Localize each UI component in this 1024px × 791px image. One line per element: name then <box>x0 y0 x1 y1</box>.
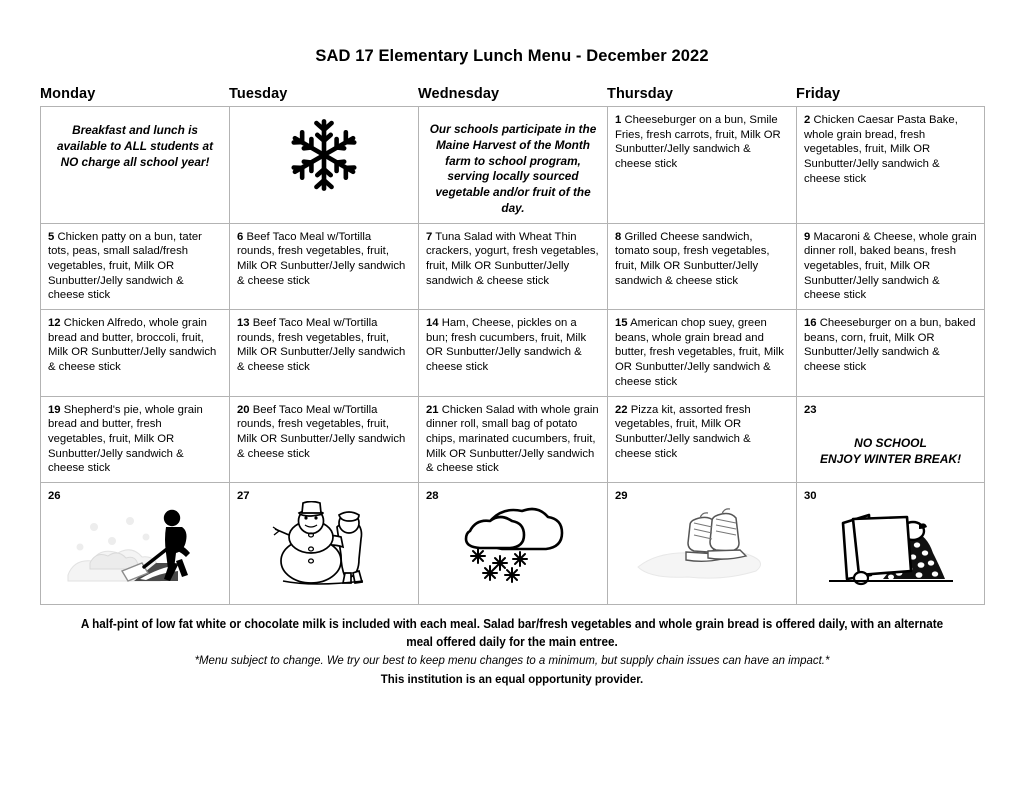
menu-text: Pizza kit, assorted fresh vegetables, fruit, Milk OR Sunbutter/Jelly sandwich & cheese stick <box>615 403 751 460</box>
footer-line-milk-salad: A half-pint of low fat white or chocolate milk is included with each meal. Salad bar/fresh vegetables and whole grain bread is offered daily, with an alternate meal offered daily for the main entree. <box>80 616 944 650</box>
day-header-wednesday: Wednesday <box>418 86 500 102</box>
day-number: 28 <box>426 489 439 502</box>
calendar-cell-day-19 <box>41 396 230 482</box>
snowflake-icon <box>237 113 411 197</box>
reading-book-icon <box>821 501 961 587</box>
calendar-cell-day-9 <box>797 223 985 309</box>
calendar-cell-day-21 <box>419 396 608 482</box>
menu-text: Macaroni & Cheese, whole grain dinner roll, baked beans, fresh vegetables, fruit, Milk OR Sunbutter/Jelly sandwich & cheese stick <box>804 230 977 302</box>
calendar-cell-day-20 <box>230 396 419 482</box>
illustration-holder <box>608 501 796 587</box>
day-number: 26 <box>48 489 61 502</box>
menu-text: Chicken Alfredo, whole grain bread and butter, broccoli, fruit, Milk OR Sunbutter/Jelly sandwich & cheese stick <box>48 317 217 374</box>
day-number: 29 <box>615 489 628 502</box>
menu-text: American chop suey, green beans, whole grain bread and butter, fresh vegetables, fruit, Milk OR Sunbutter/Jelly sandwich & cheese stick <box>615 317 784 388</box>
calendar-cell-note-harvest <box>419 107 608 224</box>
footer-line-equal-opportunity: This institution is an equal opportunity provider. <box>380 671 644 686</box>
calendar-week-row <box>41 396 985 482</box>
calendar-cell-day-29 <box>608 482 797 604</box>
calendar-cell-day-1 <box>608 107 797 224</box>
calendar-cell-day-15 <box>608 310 797 396</box>
day-number: 23 <box>804 403 817 416</box>
day-number: 6 <box>237 230 244 243</box>
day-header-monday: Monday <box>40 86 96 102</box>
footer-line-subject-to-change: *Menu subject to change. We try our best to keep menu changes to a minimum, but supply chain issues can have an impact.* <box>194 653 830 668</box>
day-number: 9 <box>804 230 811 243</box>
calendar-week-row <box>41 310 985 396</box>
illustration-holder <box>419 501 607 587</box>
menu-text: Chicken Caesar Pasta Bake, whole grain bread, fresh vegetables, fruit, Milk OR Sunbutter/Jelly sandwich & cheese stick <box>804 114 958 185</box>
day-number: 2 <box>804 114 811 126</box>
calendar-cell-day-26 <box>41 482 230 604</box>
calendar-cell-day-23 <box>797 396 985 482</box>
calendar-week-row <box>41 223 985 309</box>
calendar-week-row <box>41 107 985 224</box>
illustration-holder <box>797 501 984 587</box>
day-number: 8 <box>615 230 622 243</box>
day-number: 7 <box>426 230 433 243</box>
day-number: 30 <box>804 489 817 502</box>
snow-shoveling-icon <box>60 501 210 587</box>
calendar-week-row <box>41 482 985 604</box>
ice-skates-icon <box>632 501 772 587</box>
menu-text: Beef Taco Meal w/Tortilla rounds, fresh vegetables, fruit, Milk OR Sunbutter/Jelly sandwich & cheese stick <box>237 403 406 460</box>
day-header-thursday: Thursday <box>607 86 674 102</box>
day-number: 1 <box>615 114 622 126</box>
snowman-icon <box>263 501 385 587</box>
snow-cloud-icon <box>448 501 578 587</box>
calendar-cell-day-22 <box>608 396 797 482</box>
day-number: 12 <box>48 317 61 330</box>
footer-notes <box>40 605 984 688</box>
no-school-line-2: ENJOY WINTER BREAK! <box>819 452 962 467</box>
calendar-cell-day-16 <box>797 310 985 396</box>
calendar-cell-day-12 <box>41 310 230 396</box>
menu-text: Ham, Cheese, pickles on a bun; fresh cucumbers, fruit, Milk OR Sunbutter/Jelly sandwich & cheese stick <box>426 317 587 374</box>
calendar-cell-day-5 <box>41 223 230 309</box>
calendar-cell-day-27 <box>230 482 419 604</box>
menu-text: Shepherd's pie, whole grain bread and butter, fresh vegetables, fruit, Milk OR Sunbutter/Jelly sandwich & cheese stick <box>48 403 203 475</box>
day-number: 14 <box>426 317 439 330</box>
calendar-cell-note-breakfast <box>41 107 230 224</box>
no-school-line-1: NO SCHOOL <box>854 436 927 451</box>
calendar-cell-day-14 <box>419 310 608 396</box>
calendar-cell-day-30 <box>797 482 985 604</box>
calendar-cell-day-7 <box>419 223 608 309</box>
page-title: SAD 17 Elementary Lunch Menu - December 2022 <box>315 47 709 65</box>
day-number: 15 <box>615 317 628 330</box>
illustration-holder <box>41 501 229 587</box>
calendar-cell-day-13 <box>230 310 419 396</box>
day-number: 19 <box>48 403 61 416</box>
calendar-cell-day-28 <box>419 482 608 604</box>
menu-text: Beef Taco Meal w/Tortilla rounds, fresh vegetables, fruit, Milk OR Sunbutter/Jelly sandwich & cheese stick <box>237 317 406 374</box>
menu-text: Tuna Salad with Wheat Thin crackers, yogurt, fresh vegetables, fruit, Milk OR Sunbutter/Jelly sandwich & cheese stick <box>426 230 599 287</box>
menu-text: Chicken Salad with whole grain dinner roll, small bag of potato chips, marinated cucumbers, fruit, Milk OR Sunbutter/Jelly sandwich & cheese stick <box>426 403 599 475</box>
calendar-container <box>40 66 984 605</box>
day-number: 22 <box>615 403 628 416</box>
menu-text: Chicken patty on a bun, tater tots, peas, small salad/fresh vegetables, fruit, Milk OR Sunbutter/Jelly sandwich & cheese stick <box>48 230 202 302</box>
day-number: 21 <box>426 403 439 416</box>
no-school-notice <box>804 435 977 467</box>
menu-text: Cheeseburger on a bun, baked beans, corn, fruit, Milk OR Sunbutter/Jelly sandwich & cheese stick <box>804 317 976 374</box>
breakfast-notice-text: Breakfast and lunch is available to ALL students at NO charge all school year! <box>56 123 213 169</box>
day-number: 20 <box>237 403 250 416</box>
day-number: 5 <box>48 230 55 243</box>
menu-text: Grilled Cheese sandwich, tomato soup, fresh vegetables, fruit, Milk OR Sunbutter/Jelly sandwich & cheese stick <box>615 230 770 287</box>
calendar-cell-snowflake <box>230 107 419 224</box>
calendar-cell-day-8 <box>608 223 797 309</box>
calendar-cell-day-2 <box>797 107 985 224</box>
day-of-week-header-row <box>40 86 984 106</box>
calendar-cell-day-6 <box>230 223 419 309</box>
illustration-holder <box>230 501 418 587</box>
harvest-program-notice-text: Our schools participate in the Maine Harvest of the Month farm to school program, serving locally sourced vegetable and/or fruit of the day. <box>429 122 597 215</box>
day-header-tuesday: Tuesday <box>229 86 288 102</box>
menu-text: Beef Taco Meal w/Tortilla rounds, fresh vegetables, fruit, Milk OR Sunbutter/Jelly sandwich & cheese stick <box>237 230 406 287</box>
day-header-friday: Friday <box>796 86 841 102</box>
menu-text: Cheeseburger on a bun, Smile Fries, fresh carrots, fruit, Milk OR Sunbutter/Jelly sandwich & cheese stick <box>615 114 781 171</box>
day-number: 27 <box>237 489 250 502</box>
menu-calendar-table <box>40 106 985 605</box>
day-number: 16 <box>804 317 817 330</box>
day-number: 13 <box>237 317 250 330</box>
